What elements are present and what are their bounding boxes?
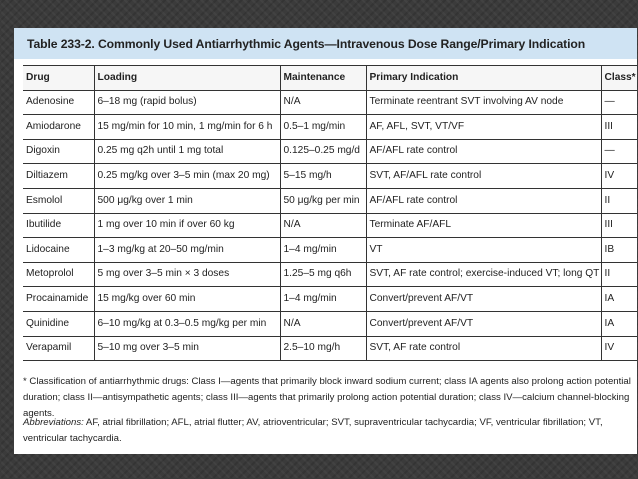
- table-row: [23, 238, 637, 263]
- header-primary-indication: Primary Indication: [366, 66, 601, 91]
- cell-indication: SVT, AF/AFL rate control: [366, 164, 601, 189]
- cell-indication: SVT, AF rate control; exercise-induced VT; long QT: [366, 262, 601, 287]
- cell-loading: 5 mg over 3–5 min × 3 doses: [94, 262, 280, 287]
- cell-class: II: [601, 188, 637, 213]
- cell-class: IV: [601, 164, 637, 189]
- cell-drug: Esmolol: [23, 188, 94, 213]
- table-header-row: [23, 66, 637, 91]
- slide: [14, 28, 637, 454]
- cell-indication: SVT, AF rate control: [366, 336, 601, 361]
- table-row: [23, 311, 637, 336]
- cell-indication: Convert/prevent AF/VT: [366, 311, 601, 336]
- cell-loading: 0.25 mg q2h until 1 mg total: [94, 139, 280, 164]
- cell-maintenance: 50 μg/kg per min: [280, 188, 366, 213]
- cell-loading: 6–18 mg (rapid bolus): [94, 90, 280, 115]
- cell-maintenance: 5–15 mg/h: [280, 164, 366, 189]
- cell-class: —: [601, 139, 637, 164]
- cell-loading: 1 mg over 10 min if over 60 kg: [94, 213, 280, 238]
- cell-indication: AF/AFL rate control: [366, 139, 601, 164]
- cell-maintenance: N/A: [280, 90, 366, 115]
- cell-indication: Terminate AF/AFL: [366, 213, 601, 238]
- table-title: Table 233-2. Commonly Used Antiarrhythmic Agents—Intravenous Dose Range/Primary Indication: [27, 37, 586, 51]
- table-row: [23, 90, 637, 115]
- cell-class: IV: [601, 336, 637, 361]
- cell-maintenance: N/A: [280, 213, 366, 238]
- cell-drug: Verapamil: [23, 336, 94, 361]
- abbreviations-note: [23, 415, 635, 447]
- table-row: [23, 139, 637, 164]
- cell-loading: 15 mg/kg over 60 min: [94, 287, 280, 312]
- cell-maintenance: 1–4 mg/min: [280, 238, 366, 263]
- table-row: [23, 213, 637, 238]
- cell-maintenance: 2.5–10 mg/h: [280, 336, 366, 361]
- cell-drug: Adenosine: [23, 90, 94, 115]
- cell-indication: Convert/prevent AF/VT: [366, 287, 601, 312]
- class-footnote: * Classification of antiarrhythmic drugs: Class I—agents that primarily block inward sodium current; class IA agents also prolong action potential duration; class II—antisympathetic agents; class III—agents that primarily prolong action potential duration; class IV—calcium channel-blocking agents.: [23, 376, 631, 419]
- table-row: [23, 262, 637, 287]
- cell-class: IA: [601, 287, 637, 312]
- cell-indication: AF, AFL, SVT, VT/VF: [366, 115, 601, 140]
- header-drug: Drug: [23, 66, 94, 91]
- cell-class: II: [601, 262, 637, 287]
- table-row: [23, 188, 637, 213]
- table-row: [23, 336, 637, 361]
- cell-drug: Quinidine: [23, 311, 94, 336]
- cell-loading: 5–10 mg over 3–5 min: [94, 336, 280, 361]
- table-row: [23, 115, 637, 140]
- abbreviations-label: Abbreviations:: [23, 417, 84, 428]
- cell-drug: Digoxin: [23, 139, 94, 164]
- cell-class: —: [601, 90, 637, 115]
- abbreviations-text: AF, atrial fibrillation; AFL, atrial flutter; AV, atrioventricular; SVT, supraventricular tachycardia; VF, ventricular fibrillation; VT, ventricular tachycardia.: [23, 417, 603, 444]
- cell-maintenance: 0.125–0.25 mg/d: [280, 139, 366, 164]
- header-loading: Loading: [94, 66, 280, 91]
- cell-indication: VT: [366, 238, 601, 263]
- cell-maintenance: 1–4 mg/min: [280, 287, 366, 312]
- cell-drug: Amiodarone: [23, 115, 94, 140]
- cell-maintenance: 1.25–5 mg q6h: [280, 262, 366, 287]
- cell-indication: Terminate reentrant SVT involving AV node: [366, 90, 601, 115]
- cell-maintenance: N/A: [280, 311, 366, 336]
- cell-class: IA: [601, 311, 637, 336]
- cell-drug: Ibutilide: [23, 213, 94, 238]
- cell-class: IB: [601, 238, 637, 263]
- cell-maintenance: 0.5–1 mg/min: [280, 115, 366, 140]
- cell-class: III: [601, 115, 637, 140]
- cell-class: III: [601, 213, 637, 238]
- cell-drug: Procainamide: [23, 287, 94, 312]
- cell-drug: Lidocaine: [23, 238, 94, 263]
- table-row: [23, 164, 637, 189]
- cell-loading: 6–10 mg/kg at 0.3–0.5 mg/kg per min: [94, 311, 280, 336]
- cell-loading: 15 mg/min for 10 min, 1 mg/min for 6 h: [94, 115, 280, 140]
- table-row: [23, 287, 637, 312]
- header-class: Class*: [601, 66, 637, 91]
- cell-drug: Metoprolol: [23, 262, 94, 287]
- cell-loading: 0.25 mg/kg over 3–5 min (max 20 mg): [94, 164, 280, 189]
- table-title-banner: [14, 28, 637, 59]
- antiarrhythmic-table: [23, 65, 637, 361]
- cell-loading: 500 μg/kg over 1 min: [94, 188, 280, 213]
- header-maintenance: Maintenance: [280, 66, 366, 91]
- cell-indication: AF/AFL rate control: [366, 188, 601, 213]
- cell-drug: Diltiazem: [23, 164, 94, 189]
- cell-loading: 1–3 mg/kg at 20–50 mg/min: [94, 238, 280, 263]
